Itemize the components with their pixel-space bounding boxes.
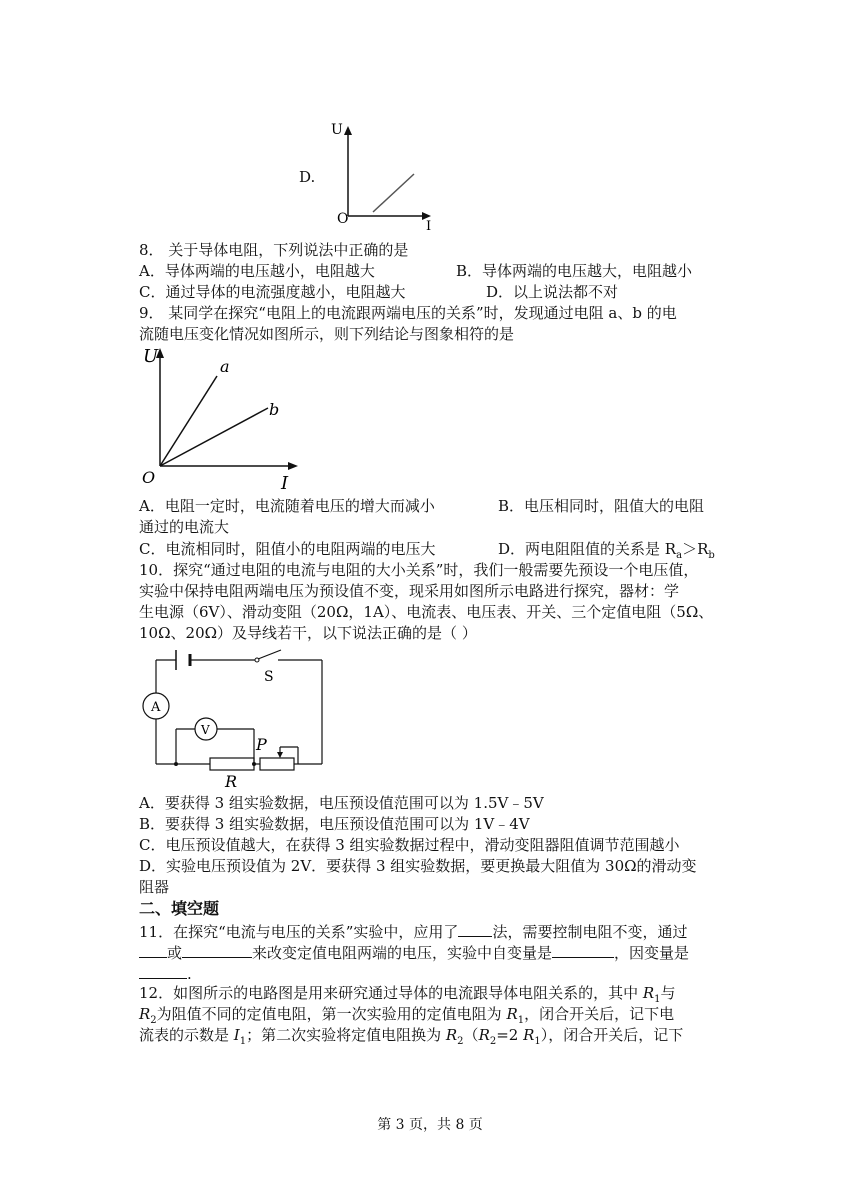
q8-option-c: C．通过导体的电流强度越小，电阻越大	[139, 283, 406, 301]
q9-ui-graph	[140, 342, 310, 492]
page-footer: 第 3 页，共 8 页	[377, 1117, 483, 1133]
q9-option-b: B．电压相同时，阻值大的电阻	[498, 497, 705, 515]
q10-option-d-cont: 阻器	[139, 878, 170, 896]
line-b-label: b	[269, 400, 280, 419]
u-axis-arrow	[344, 126, 352, 135]
i-label: I	[426, 219, 432, 232]
q7-option-d-label: D.	[299, 168, 316, 186]
q11-blank-3	[182, 941, 252, 958]
resistor-label: R	[225, 772, 238, 789]
resistor-r	[210, 758, 254, 770]
q8-option-b: B．导体两端的电压越大，电阻越小	[456, 262, 693, 280]
q10-option-a: A．要获得 3 组实验数据，电压预设值范围可以为 1.5V﹣5V	[139, 794, 544, 812]
q11-blank-1	[458, 920, 492, 937]
q8-option-a: A．导体两端的电压越小，电阻越大	[139, 262, 375, 280]
q10-option-b: B．要获得 3 组实验数据，电压预设值范围可以为 1V﹣4V	[139, 815, 530, 833]
q12-line-3: 流表的示数是 $I_1$；第二次实验将定值电阻换为 $R_2(R_2=2$ $R_1$），闭合开关后，记下	[139, 1026, 684, 1047]
q10-stem-3: 生电源（6V）、滑动变阻（20Ω，1A）、电流表、电压表、开关、三个定值电阻（5Ω、	[139, 603, 714, 621]
q11-line-2: 或 来改变定值电阻两端的电压，实验中自变量是 ，因变量是	[139, 941, 729, 964]
origin-label: O	[337, 211, 349, 227]
q10-stem-4: 10Ω、20Ω）及导线若干，以下说法正确的是（ ）	[139, 624, 477, 642]
q10-option-d: D．实验电压预设值为 2V．要获得 3 组实验数据，要更换最大阻值为 30Ω的滑动变	[139, 857, 697, 875]
q7-d-ui-graph	[325, 120, 440, 232]
q11-blank-2	[139, 941, 167, 958]
u-label: U	[143, 346, 159, 367]
q9-option-a: A．电阻一定时，电流随着电压的增大而减小	[139, 497, 435, 515]
q8-stem: 8． 关于导体电阻，下列说法中正确的是	[139, 241, 409, 259]
line-b	[160, 408, 268, 466]
origin-label: O	[142, 468, 156, 487]
switch-label: S	[264, 669, 274, 685]
q9-option-b-cont: 通过的电流大	[139, 518, 230, 536]
q10-circuit-diagram	[138, 644, 328, 789]
q10-stem-1: 10．探究“通过电阻的电流与电阻的大小关系”时，我们一般需要先预设一个电压值，	[139, 561, 699, 579]
q11-blank-5	[139, 962, 187, 979]
q9-option-c: C．电流相同时，阻值小的电阻两端的电压大	[139, 540, 436, 558]
q9-option-d: D．两电阻阻值的关系是 $R_a>R_b$	[498, 540, 715, 561]
q10-option-c: C．电压预设值越大，在获得 3 组实验数据过程中，滑动变阻器阻值调节范围越小	[139, 836, 680, 854]
line-a-label: a	[220, 357, 230, 376]
graph-line	[373, 174, 414, 212]
section-title: 二、填空题	[139, 899, 220, 918]
ammeter-label: A	[151, 700, 161, 715]
rheostat	[260, 758, 294, 770]
q10-stem-2: 实验中保持电阻两端电压为预设值不变，现采用如图所示电路进行探究，器材：学	[139, 582, 680, 600]
slider-label: P	[256, 735, 267, 754]
q11-line-3: .	[139, 962, 729, 985]
q11-blank-4	[552, 941, 614, 958]
u-label: U	[331, 122, 343, 138]
line-a	[160, 376, 217, 466]
switch-lever	[258, 650, 281, 659]
i-axis-arrow	[288, 462, 298, 470]
q8-option-d: D．以上说法都不对	[486, 283, 619, 301]
q9-stem-1: 9． 某同学在探究“电阻上的电流跟两端电压的关系”时，发现通过电阻 a、b 的电	[139, 304, 677, 322]
q11-line-1: 11．在探究“电流与电压的关系”实验中，应用了 法，需要控制电阻不变，通过	[139, 920, 729, 943]
q9-stem-2: 流随电压变化情况如图所示，则下列结论与图象相符的是	[139, 325, 515, 343]
q12-line-1: 12．如图所示的电路图是用来研究通过导体的电流跟导体电阻关系的，其中 $R_1$与	[139, 984, 676, 1005]
voltmeter-label: V	[201, 723, 210, 737]
q12-line-2: $R_2$为阻值不同的定值电阻，第一次实验用的定值电阻为 $R_1$，闭合开关后，记下电	[139, 1005, 675, 1026]
i-label: I	[281, 473, 289, 492]
